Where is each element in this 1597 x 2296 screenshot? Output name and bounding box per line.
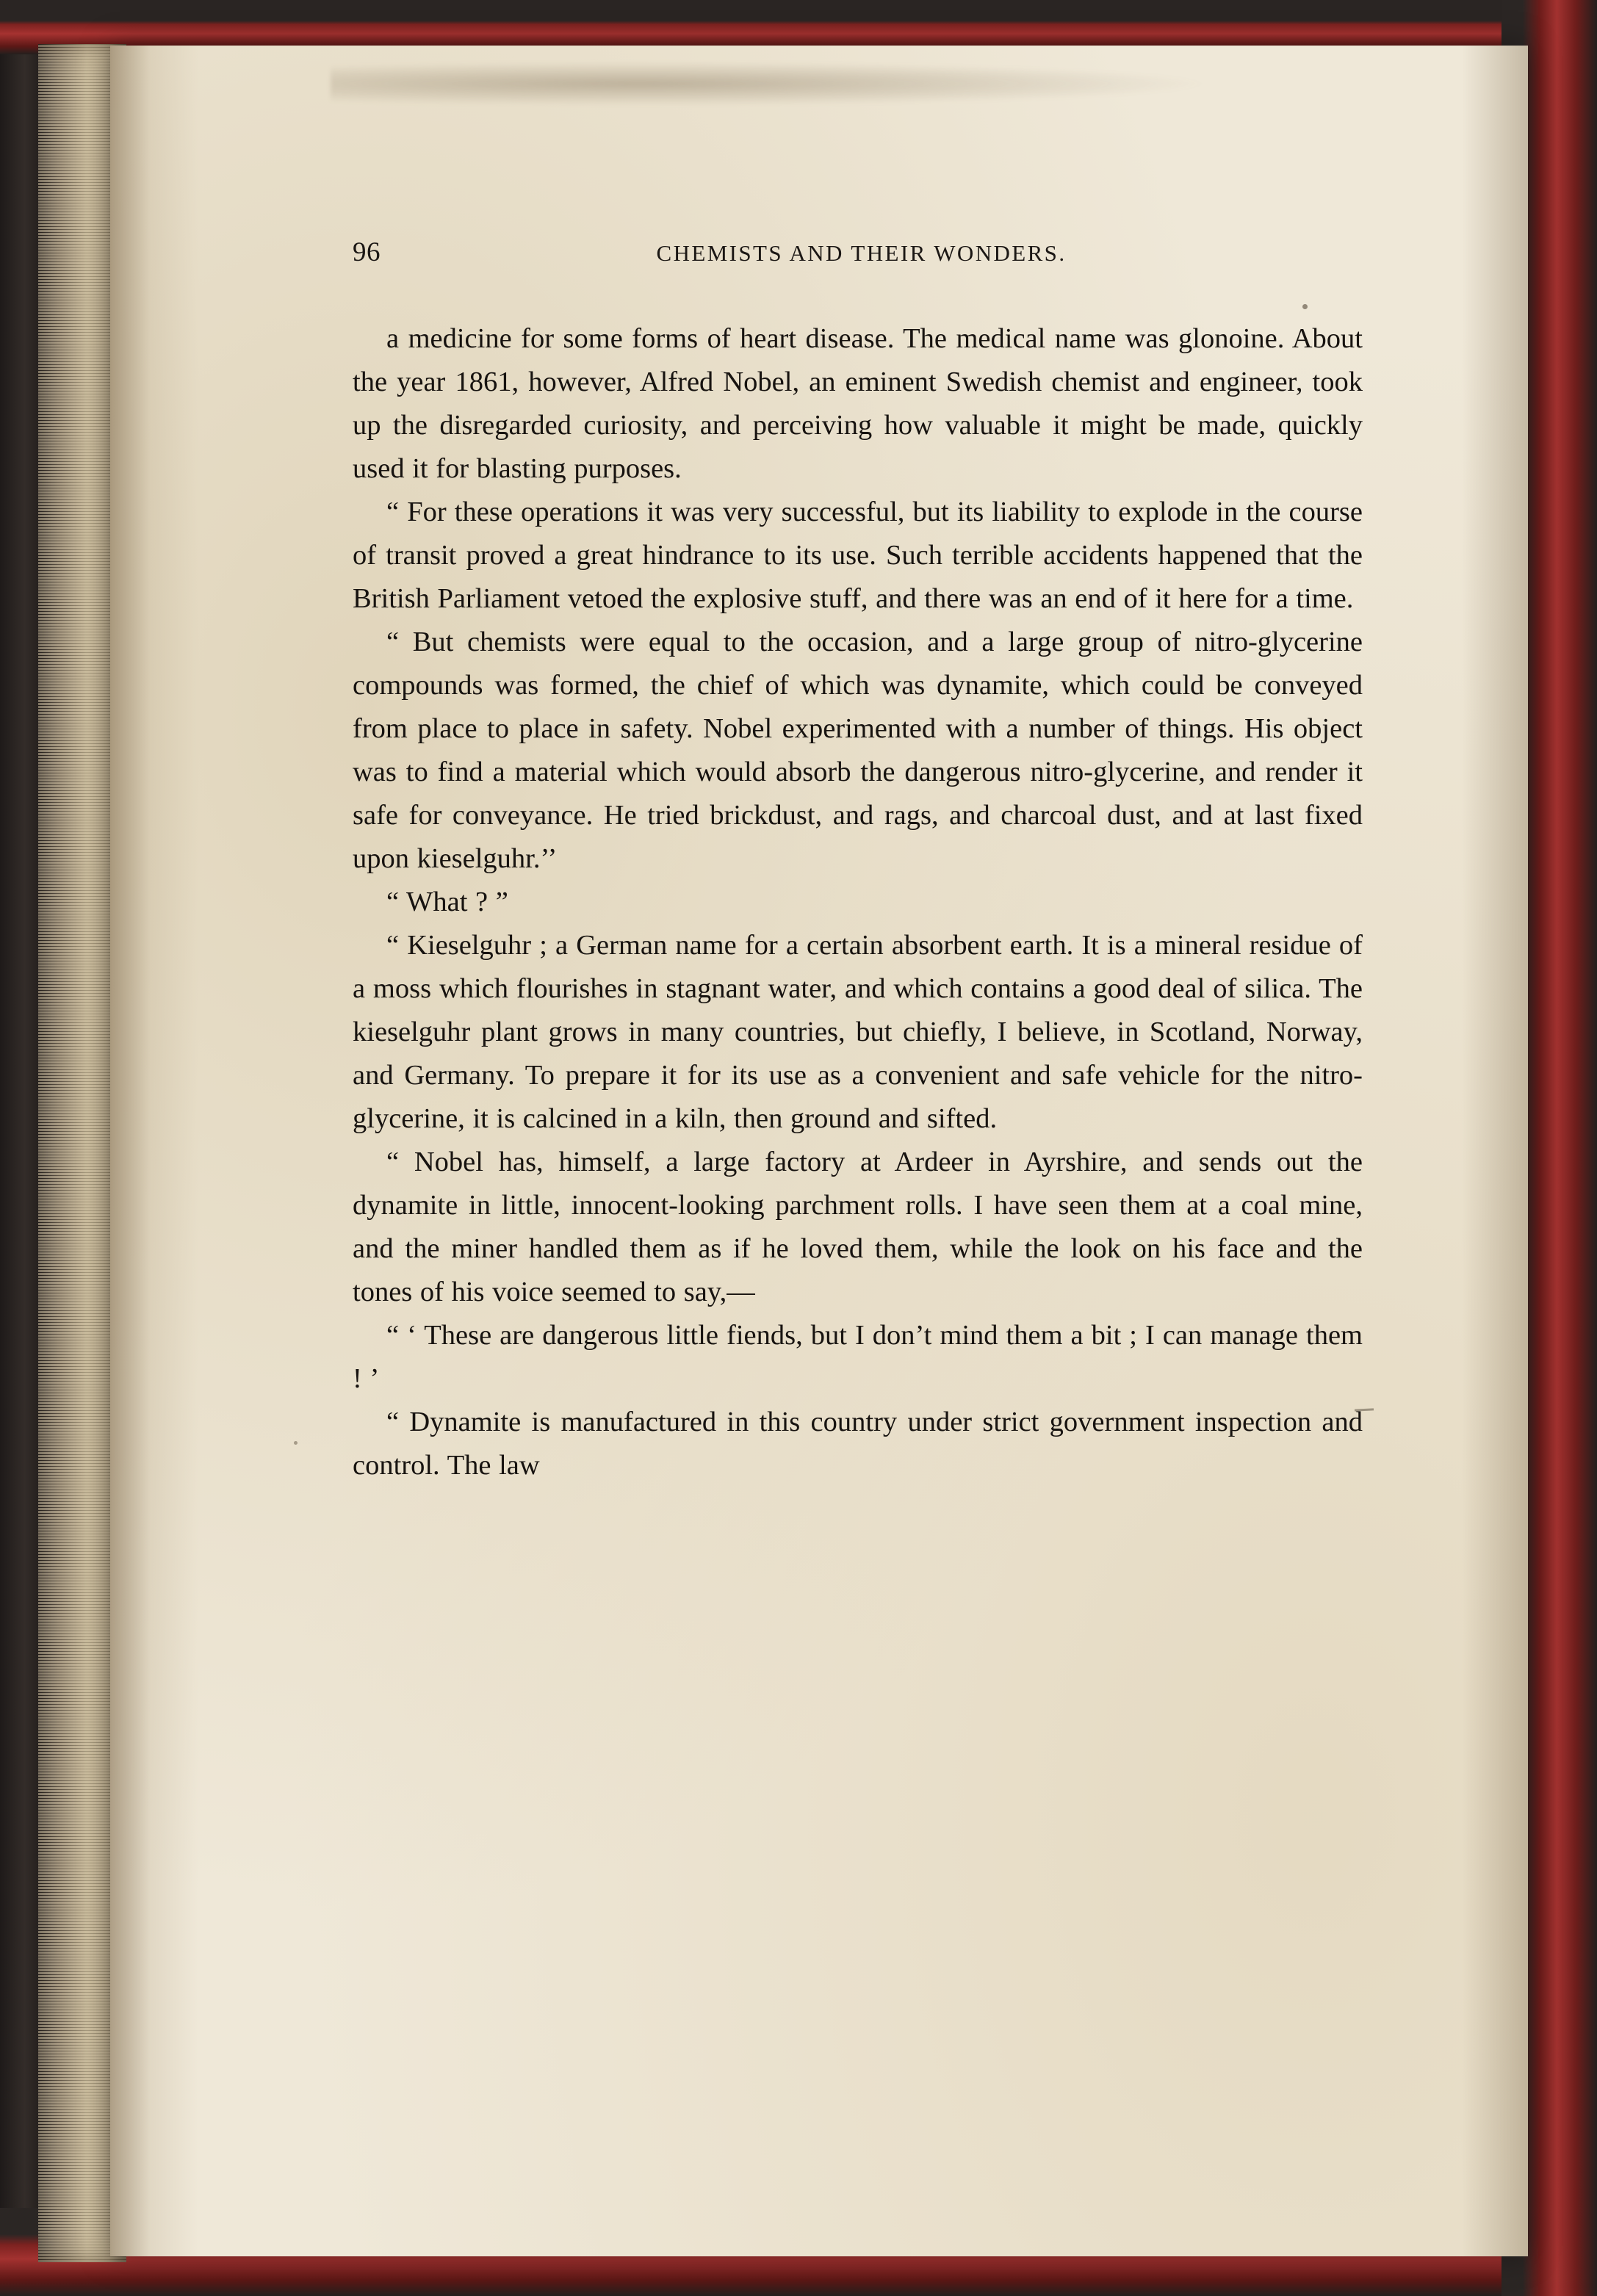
paragraph: a medicine for some forms of heart disease. The medical name was glonoine. About the year 1861, however, Alfred Nobel, an eminent Swedish chemist and engineer, took up the disregarded curiosity, and perceiving how valuable it might be made, quickly used it for blasting purposes. [353, 323, 1363, 484]
paragraph: “ Kieselguhr ; a German name for a certain absorbent earth. It is a mineral residue of a moss which flourishes in stagnant water, and which contains a good deal of silica. The kieselguhr plant grows in many countries, but chiefly, I believe, in Scotland, Norway, and Germany. To prepare it for its use as a convenient and safe vehicle for the nitro-glycerine, it is calcined in a kiln, then ground and sifted. [353, 930, 1363, 1134]
page-speck-secondary [294, 1441, 298, 1445]
text-block [353, 237, 1363, 1487]
page-number: 96 [353, 237, 381, 267]
running-head-title: CHEMISTS AND THEIR WONDERS. [656, 240, 1067, 266]
book-cover-left-edge [0, 0, 41, 2296]
paragraph: “ Nobel has, himself, a large factory at Ardeer in Ayrshire, and sends out the dynamite in little, innocent-looking parchment rolls. I have seen them at a coal mine, and the miner handled them as if he loved them, while the look on his face and the tones of his voice seemed to say,— [353, 1147, 1363, 1307]
paragraph: “ ‘ These are dangerous little fiends, but I don’t mind them a bit ; I can manage them ! ’ [353, 1320, 1363, 1394]
gutter-shadow [110, 46, 198, 2256]
page-smudge [331, 62, 1212, 106]
paragraph: “ What ? ” [386, 887, 508, 917]
paragraph: “ But chemists were equal to the occasion, and a large group of nitro-glycerine compounds was formed, the chief of which was dynamite, which could be conveyed from place to place in safety. Nobel experimented with a number of things. His object was to find a material which would absorb the dangerous nitro-glycerine, and render it safe for conveyance. He tried brickdust, and rags, and charcoal dust, and at last fixed upon kieselguhr.’’ [353, 627, 1363, 874]
paragraph: “ Dynamite is manufactured in this country under strict government inspection and control. The law [353, 1407, 1363, 1481]
paragraph: “ For these operations it was very successful, but its liability to explode in the course of transit proved a great hindrance to its use. Such terrible accidents happened that the British Parliament vetoed the explosive stuff, and there was an end of it here for a time. [353, 497, 1363, 614]
book-page [110, 46, 1528, 2256]
page-edge-shadow [1462, 46, 1528, 2256]
running-head [353, 237, 1363, 270]
